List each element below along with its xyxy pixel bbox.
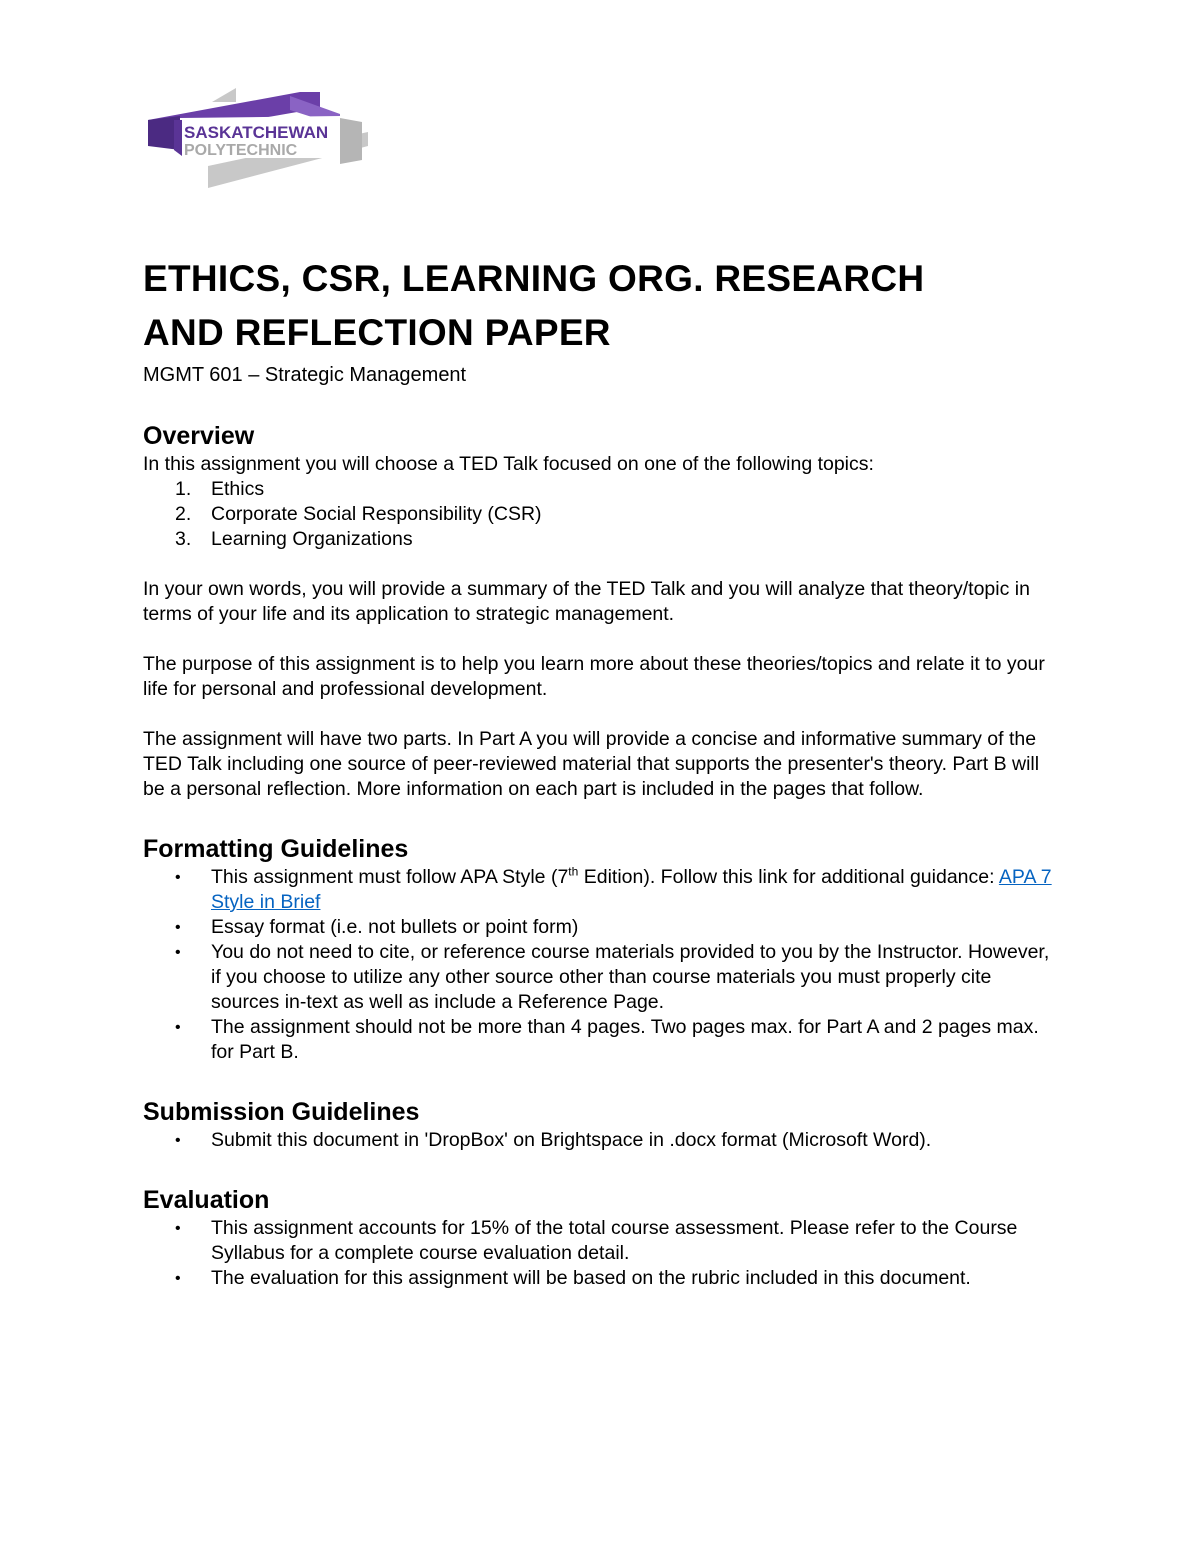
- list-item: [143, 915, 1063, 940]
- logo-line2: POLYTECHNIC: [184, 142, 298, 159]
- overview-heading: Overview: [143, 422, 255, 450]
- evaluation-heading: Evaluation: [143, 1186, 270, 1214]
- saskatchewan-polytechnic-logo: [140, 88, 368, 190]
- superscript-th: th: [568, 864, 579, 879]
- list-item: [143, 940, 1063, 1015]
- overview-paragraph-3: The assignment will have two parts. In Part A you will provide a concise and informative summary of the TED Talk including one source of peer-reviewed material that supports the presenter's theory. Part B will be a personal reflection. More information on each part is included in the pages that follow.: [143, 728, 1040, 800]
- list-item: [143, 502, 1063, 527]
- bullet-icon: •: [175, 869, 181, 886]
- overview-paragraph-2: The purpose of this assignment is to help you learn more about these theories/topics and relate it to your life for personal and professional development.: [143, 653, 1045, 700]
- list-number: 3.: [175, 528, 192, 550]
- formatting-item-3: You do not need to cite, or reference course materials provided to you by the Instructor. However, if you choose to utilize any other source other than course materials you must properly cite sources in-text as well as include a Reference Page.: [211, 941, 1050, 1013]
- submission-item-1: Submit this document in 'DropBox' on Brightspace in .docx format (Microsoft Word).: [211, 1129, 932, 1151]
- submission-heading: Submission Guidelines: [143, 1098, 420, 1126]
- list-item: [143, 865, 1063, 915]
- bullet-icon: •: [175, 1019, 181, 1036]
- list-item: [143, 477, 1063, 502]
- evaluation-item-2: The evaluation for this assignment will be based on the rubric included in this document.: [211, 1267, 971, 1289]
- bullet-icon: •: [175, 919, 181, 936]
- evaluation-item-1: This assignment accounts for 15% of the total course assessment. Please refer to the Course Syllabus for a complete course evaluation detail.: [211, 1217, 1018, 1264]
- list-item: [143, 1266, 1063, 1291]
- bullet-icon: •: [175, 1270, 181, 1287]
- document-body: [143, 252, 1063, 1291]
- apa-style-link[interactable]: APA 7 Style in Brief: [211, 866, 1052, 913]
- topic-label: Corporate Social Responsibility (CSR): [211, 503, 542, 525]
- list-number: 2.: [175, 503, 192, 525]
- submission-list: [143, 1128, 1063, 1153]
- bullet-icon: •: [175, 1132, 181, 1149]
- topics-list: [143, 477, 1063, 552]
- overview-paragraph-1: In your own words, you will provide a summary of the TED Talk and you will analyze that theory/topic in terms of your life and its application to strategic management.: [143, 578, 1030, 625]
- formatting-list: [143, 865, 1063, 1065]
- document-title: [143, 252, 1063, 360]
- list-item: [143, 1015, 1063, 1065]
- list-item: [143, 1128, 1063, 1153]
- title-line2: AND REFLECTION PAPER: [143, 312, 611, 353]
- logo-line1: SASKATCHEWAN: [184, 123, 329, 142]
- formatting-item-2: Essay format (i.e. not bullets or point form): [211, 916, 579, 938]
- overview-intro: In this assignment you will choose a TED Talk focused on one of the following topics:: [143, 453, 874, 475]
- bullet-icon: •: [175, 944, 181, 961]
- title-line1: ETHICS, CSR, LEARNING ORG. RESEARCH: [143, 258, 925, 299]
- evaluation-list: [143, 1216, 1063, 1291]
- list-item: [143, 1216, 1063, 1266]
- list-item: [143, 527, 1063, 552]
- topic-label: Ethics: [211, 478, 265, 500]
- list-number: 1.: [175, 478, 192, 500]
- formatting-item-1-post: Edition). Follow this link for additional guidance:: [578, 866, 999, 888]
- formatting-heading: Formatting Guidelines: [143, 835, 409, 863]
- bullet-icon: •: [175, 1220, 181, 1237]
- formatting-item-4: The assignment should not be more than 4 pages. Two pages max. for Part A and 2 pages max. for Part B.: [211, 1016, 1039, 1063]
- topic-label: Learning Organizations: [211, 528, 413, 550]
- formatting-item-1-pre: This assignment must follow APA Style (7: [211, 866, 569, 888]
- course-subtitle: MGMT 601 – Strategic Management: [143, 364, 467, 386]
